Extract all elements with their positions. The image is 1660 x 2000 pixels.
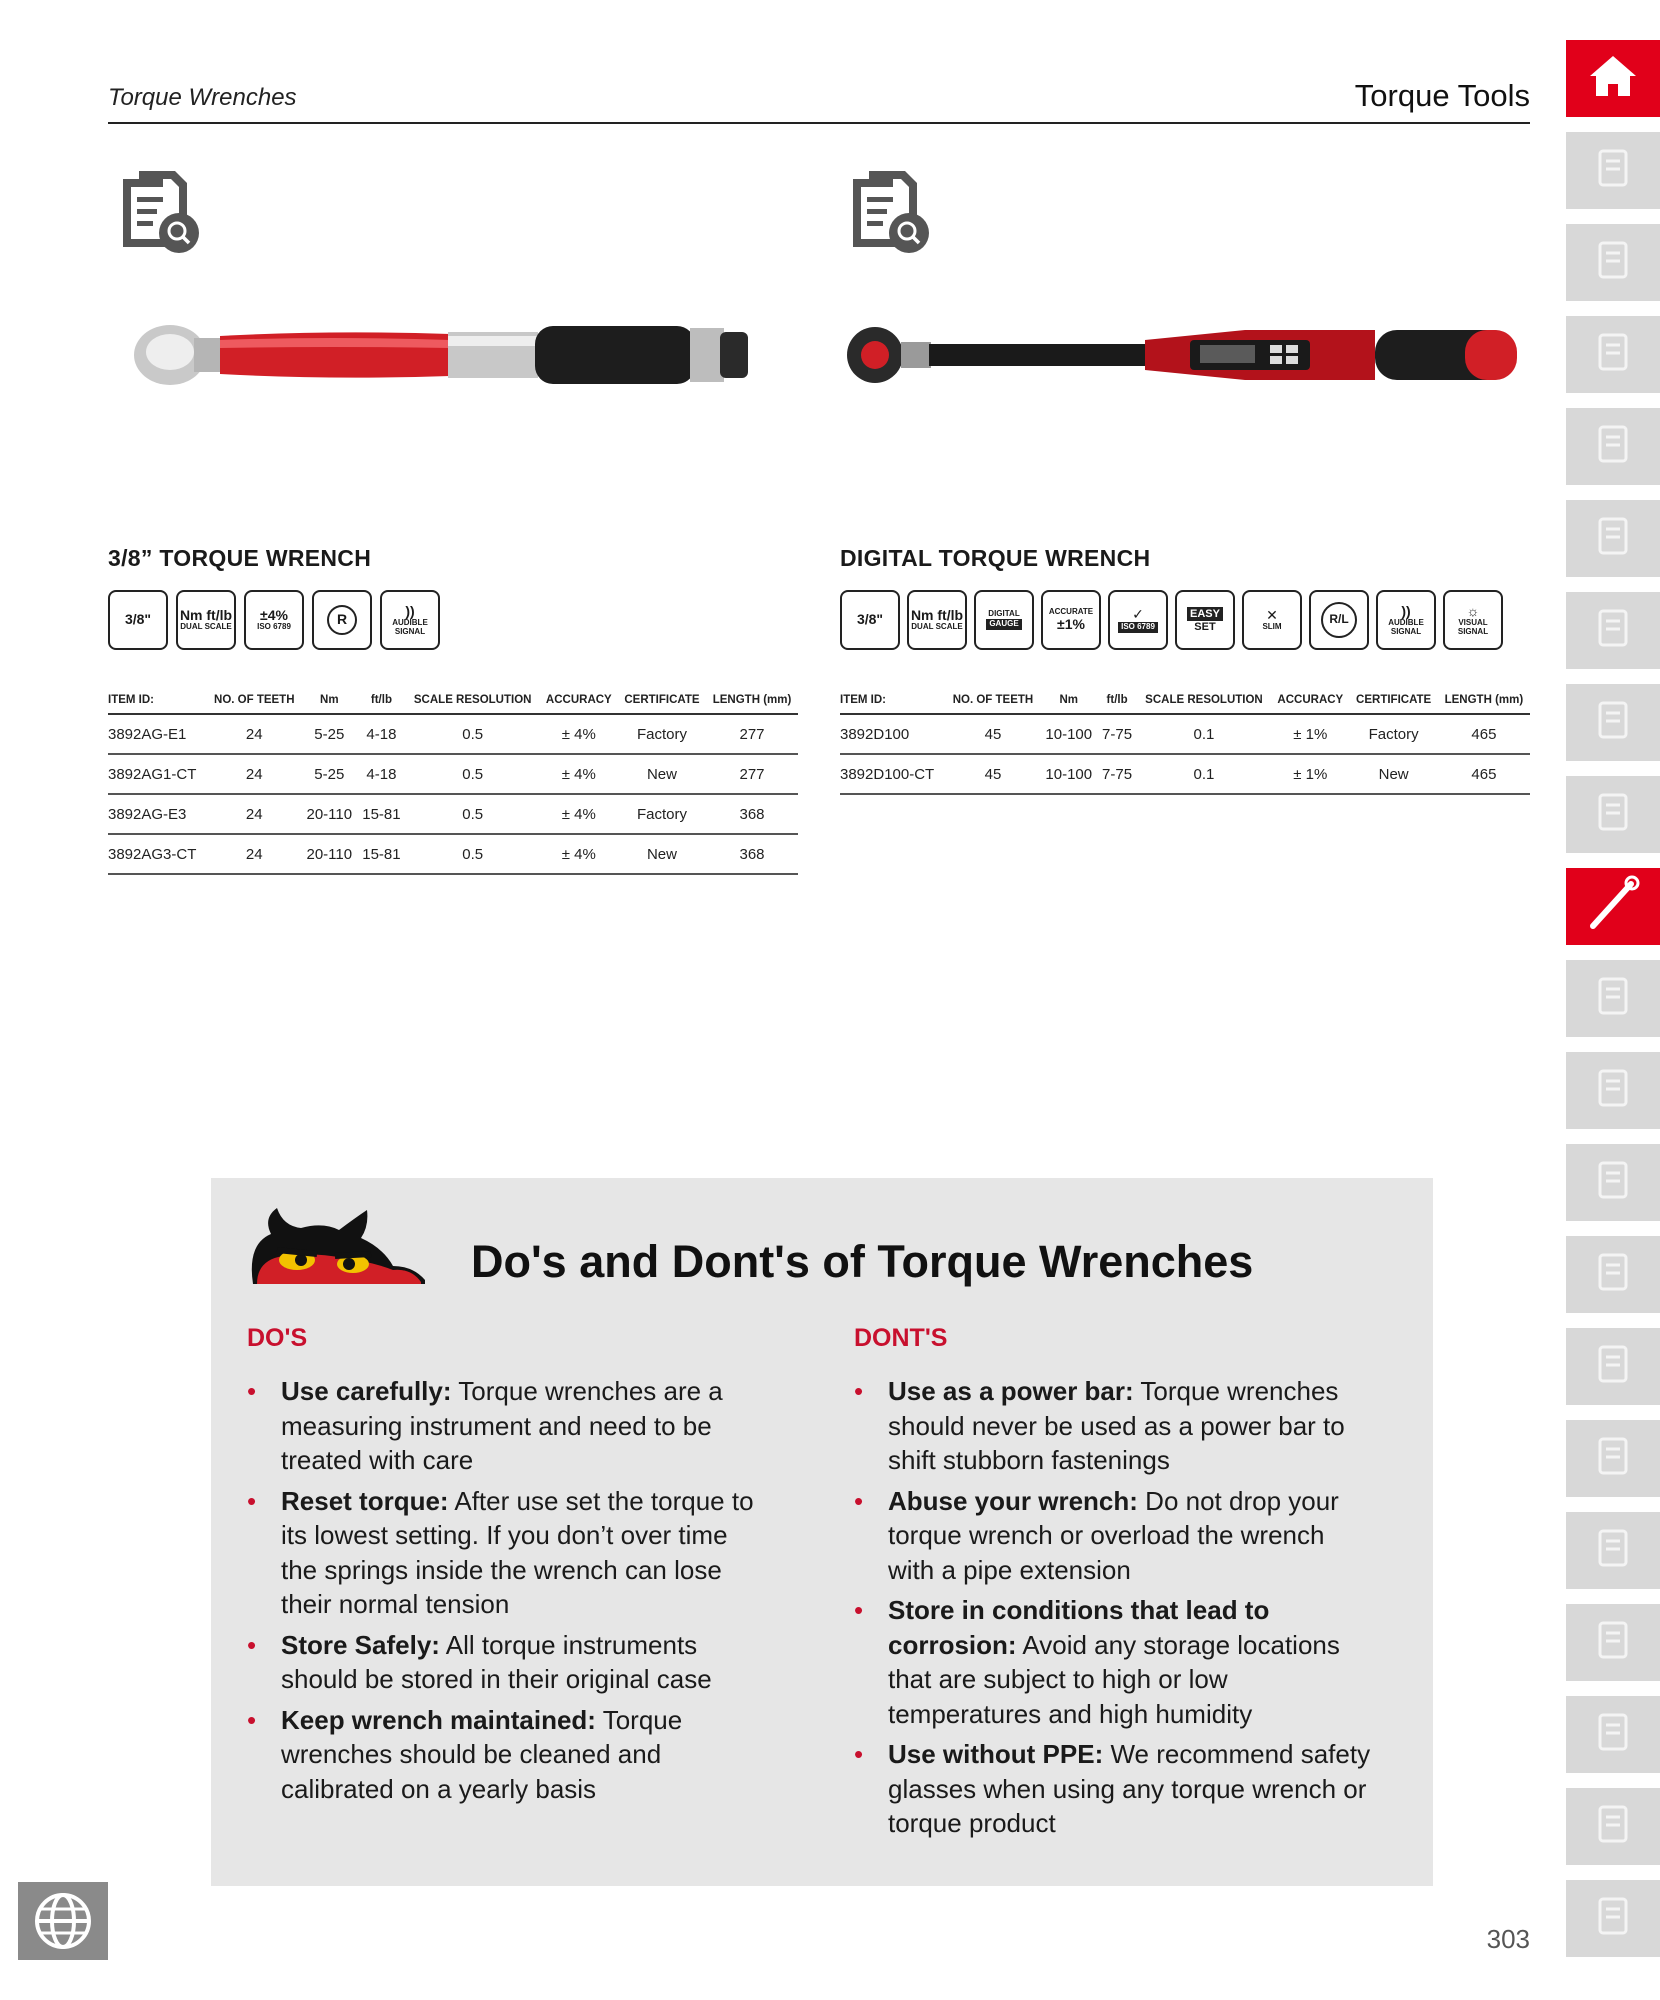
sidebar-tab-knife[interactable]: [1566, 1512, 1660, 1589]
sidebar-tab-hex-keys[interactable]: [1566, 1236, 1660, 1313]
list-item: • Keep wrench maintained: Torque wrenches should be cleaned and calibrated on a yearly basis: [247, 1703, 767, 1807]
datasheet-icon[interactable]: [845, 165, 935, 255]
table-cell: Factory: [618, 714, 706, 754]
wrench-set-icon: [1588, 511, 1638, 566]
ratchet-badge: R: [312, 590, 372, 650]
table-row: [840, 714, 1530, 754]
table-cell: ± 4%: [540, 834, 618, 874]
hex-keys-icon: [1588, 1247, 1638, 1302]
devil-mascot-icon: [243, 1204, 428, 1284]
bits-icon: [1588, 1155, 1638, 1210]
audible-signal-badge: )) AUDIBLE SIGNAL: [380, 590, 440, 650]
donts-list: [854, 1374, 1374, 1847]
table-row: [108, 794, 798, 834]
table-cell: 20-110: [301, 794, 357, 834]
table-cell: Factory: [618, 794, 706, 834]
table-cell: 0.5: [406, 834, 540, 874]
table-cell: ± 1%: [1271, 714, 1349, 754]
table-cell: 368: [706, 794, 798, 834]
size-badge: 3/8": [840, 590, 900, 650]
sidebar-tab-home[interactable]: [1566, 40, 1660, 117]
table-cell: 45: [946, 754, 1040, 794]
sidebar-tab-tool-chest[interactable]: [1566, 132, 1660, 209]
page-number: 303: [1486, 1924, 1530, 1954]
sidebar-tab-bits[interactable]: [1566, 1144, 1660, 1221]
col-header: NO. OF TEETH: [946, 692, 1040, 714]
col-header: NO. OF TEETH: [207, 692, 301, 714]
table-cell: 10-100: [1040, 754, 1097, 794]
spanner-icon: [1588, 971, 1638, 1026]
sidebar-tab-roller-cabinet[interactable]: [1566, 316, 1660, 393]
table-row: [840, 754, 1530, 794]
table-cell: New: [618, 754, 706, 794]
easy-set-badge: EASY SET: [1175, 590, 1235, 650]
table-cell: 7-75: [1097, 714, 1136, 754]
header-rule: [108, 122, 1530, 124]
power-tools-icon: [1588, 1799, 1638, 1854]
dos-donts-panel: [211, 1178, 1433, 1886]
table-cell: 465: [1438, 714, 1530, 754]
table-cell: 465: [1438, 754, 1530, 794]
sidebar-tab-tool-tray[interactable]: [1566, 224, 1660, 301]
electrical-icon: [1588, 1431, 1638, 1486]
table-cell: ± 4%: [540, 794, 618, 834]
table-cell: 0.1: [1137, 754, 1272, 794]
category-header: Torque Tools: [1354, 78, 1530, 113]
col-header: Nm: [301, 692, 357, 714]
tool-tray-icon: [1588, 235, 1638, 290]
sidebar-tab-power-tools[interactable]: [1566, 1788, 1660, 1865]
product-title: DIGITAL TORQUE WRENCH: [840, 545, 1151, 571]
sidebar-tab-spanner[interactable]: [1566, 960, 1660, 1037]
table-cell: 7-75: [1097, 754, 1136, 794]
gears-icon: [1588, 1707, 1638, 1762]
col-header: LENGTH (mm): [1438, 692, 1530, 714]
size-badge: 3/8": [108, 590, 168, 650]
audible-signal-badge: )) AUDIBLE SIGNAL: [1376, 590, 1436, 650]
home-icon: [1588, 54, 1638, 103]
table-cell: 4-18: [357, 754, 405, 794]
col-header: ACCURACY: [540, 692, 618, 714]
col-header: ft/lb: [357, 692, 405, 714]
table-cell: 0.5: [406, 714, 540, 754]
col-header: CERTIFICATE: [618, 692, 706, 714]
table-row: [108, 754, 798, 794]
tool-set-icon: [1588, 419, 1638, 474]
table-cell: 5-25: [301, 754, 357, 794]
table-cell: 20-110: [301, 834, 357, 874]
list-item: • Store Safely: All torque instruments should be stored in their original case: [247, 1628, 767, 1697]
table-cell: ± 4%: [540, 714, 618, 754]
col-header: ITEM ID:: [108, 692, 207, 714]
digital-torque-wrench-image: [845, 300, 1525, 410]
table-cell: 3892AG3-CT: [108, 834, 207, 874]
sidebar-tab-pliers[interactable]: [1566, 1328, 1660, 1405]
pliers-icon: [1588, 1339, 1638, 1394]
table-cell: 5-25: [301, 714, 357, 754]
table-cell: 3892AG-E3: [108, 794, 207, 834]
table-row: [108, 834, 798, 874]
col-header: SCALE RESOLUTION: [1137, 692, 1272, 714]
socket-icon: [1588, 695, 1638, 750]
table-cell: ± 4%: [540, 754, 618, 794]
table-cell: 45: [946, 714, 1040, 754]
reversible-badge: R/L: [1309, 590, 1369, 650]
table-cell: 15-81: [357, 794, 405, 834]
sidebar-tab-electrical[interactable]: [1566, 1420, 1660, 1497]
visual-signal-badge: ☼ VISUAL SIGNAL: [1443, 590, 1503, 650]
knife-icon: [1588, 1523, 1638, 1578]
spec-table: [108, 692, 798, 875]
sidebar-tab-wrench-set[interactable]: [1566, 500, 1660, 577]
col-header: CERTIFICATE: [1349, 692, 1437, 714]
table-row: [108, 714, 798, 754]
table-cell: ± 1%: [1271, 754, 1349, 794]
section-header: Torque Wrenches: [108, 84, 297, 111]
col-header: Nm: [1040, 692, 1097, 714]
sidebar-tab-tool-set[interactable]: [1566, 408, 1660, 485]
table-cell: 368: [706, 834, 798, 874]
feature-badges: [108, 590, 440, 650]
drill-icon: [1588, 1891, 1638, 1946]
table-cell: 3892D100-CT: [840, 754, 946, 794]
sidebar-tab-screwdriver[interactable]: [1566, 1052, 1660, 1129]
sidebar-tab-measuring[interactable]: [1566, 1604, 1660, 1681]
sidebar-tab-gears[interactable]: [1566, 1696, 1660, 1773]
sidebar-tab-cabinet[interactable]: [1566, 592, 1660, 669]
col-header: ft/lb: [1097, 692, 1136, 714]
dos-donts-title: Do's and Dont's of Torque Wrenches: [471, 1236, 1254, 1287]
col-header: ACCURACY: [1271, 692, 1349, 714]
table-cell: 277: [706, 714, 798, 754]
col-header: SCALE RESOLUTION: [406, 692, 540, 714]
iso-badge: ✓ ISO 6789: [1108, 590, 1168, 650]
sidebar-tab-torque-wrench[interactable]: [1566, 868, 1660, 945]
table-cell: 0.5: [406, 754, 540, 794]
table-cell: 3892AG1-CT: [108, 754, 207, 794]
table-cell: 24: [207, 754, 301, 794]
table-cell: 0.5: [406, 794, 540, 834]
spec-table: [840, 692, 1530, 795]
col-header: ITEM ID:: [840, 692, 946, 714]
dos-list: [247, 1374, 767, 1812]
sidebar-tab-socket[interactable]: [1566, 684, 1660, 761]
table-cell: New: [618, 834, 706, 874]
digital-gauge-badge: DIGITAL GAUGE: [974, 590, 1034, 650]
list-item: • Use without PPE: We recommend safety glasses when using any torque wrench or torque product: [854, 1737, 1374, 1841]
table-cell: 0.1: [1137, 714, 1272, 754]
torque-wrench-icon: [1583, 874, 1643, 939]
dual-scale-badge: Nm ft/lb DUAL SCALE: [907, 590, 967, 650]
datasheet-icon[interactable]: [115, 165, 205, 255]
list-item: • Use as a power bar: Torque wrenches should never be used as a power bar to shift stubborn fastenings: [854, 1374, 1374, 1478]
table-cell: New: [1349, 754, 1437, 794]
slim-badge: ✕ SLIM: [1242, 590, 1302, 650]
list-item: • Store in conditions that lead to corrosion: Avoid any storage locations that are subject to high or low temperatures and high humidity: [854, 1593, 1374, 1731]
sidebar-tab-sockets[interactable]: [1566, 776, 1660, 853]
donts-heading: DONT'S: [854, 1324, 948, 1352]
table-cell: 24: [207, 714, 301, 754]
cabinet-icon: [1588, 603, 1638, 658]
table-cell: 24: [207, 794, 301, 834]
table-cell: Factory: [1349, 714, 1437, 754]
list-item: • Abuse your wrench: Do not drop your torque wrench or overload the wrench with a pipe extension: [854, 1484, 1374, 1588]
table-cell: 10-100: [1040, 714, 1097, 754]
table-cell: 3892D100: [840, 714, 946, 754]
list-item: • Use carefully: Torque wrenches are a measuring instrument and need to be treated with care: [247, 1374, 767, 1478]
globe-icon[interactable]: [18, 1882, 108, 1960]
list-item: • Reset torque: After use set the torque to its lowest setting. If you don’t over time the springs inside the wrench can lose their normal tension: [247, 1484, 767, 1622]
screwdriver-icon: [1588, 1063, 1638, 1118]
col-header: LENGTH (mm): [706, 692, 798, 714]
accuracy-badge: ACCURATE ±1%: [1041, 590, 1101, 650]
sockets-icon: [1588, 787, 1638, 842]
table-cell: 15-81: [357, 834, 405, 874]
accuracy-badge: ±4% ISO 6789: [244, 590, 304, 650]
table-cell: 277: [706, 754, 798, 794]
measuring-icon: [1588, 1615, 1638, 1670]
dos-heading: DO'S: [247, 1324, 308, 1352]
feature-badges: [840, 590, 1503, 650]
roller-cabinet-icon: [1588, 327, 1638, 382]
tool-chest-icon: [1588, 143, 1638, 198]
sidebar-tab-drill[interactable]: [1566, 1880, 1660, 1957]
table-cell: 3892AG-E1: [108, 714, 207, 754]
torque-wrench-image: [130, 300, 770, 410]
dual-scale-badge: Nm ft/lb DUAL SCALE: [176, 590, 236, 650]
table-cell: 24: [207, 834, 301, 874]
product-title: 3/8” TORQUE WRENCH: [108, 545, 372, 571]
table-cell: 4-18: [357, 714, 405, 754]
